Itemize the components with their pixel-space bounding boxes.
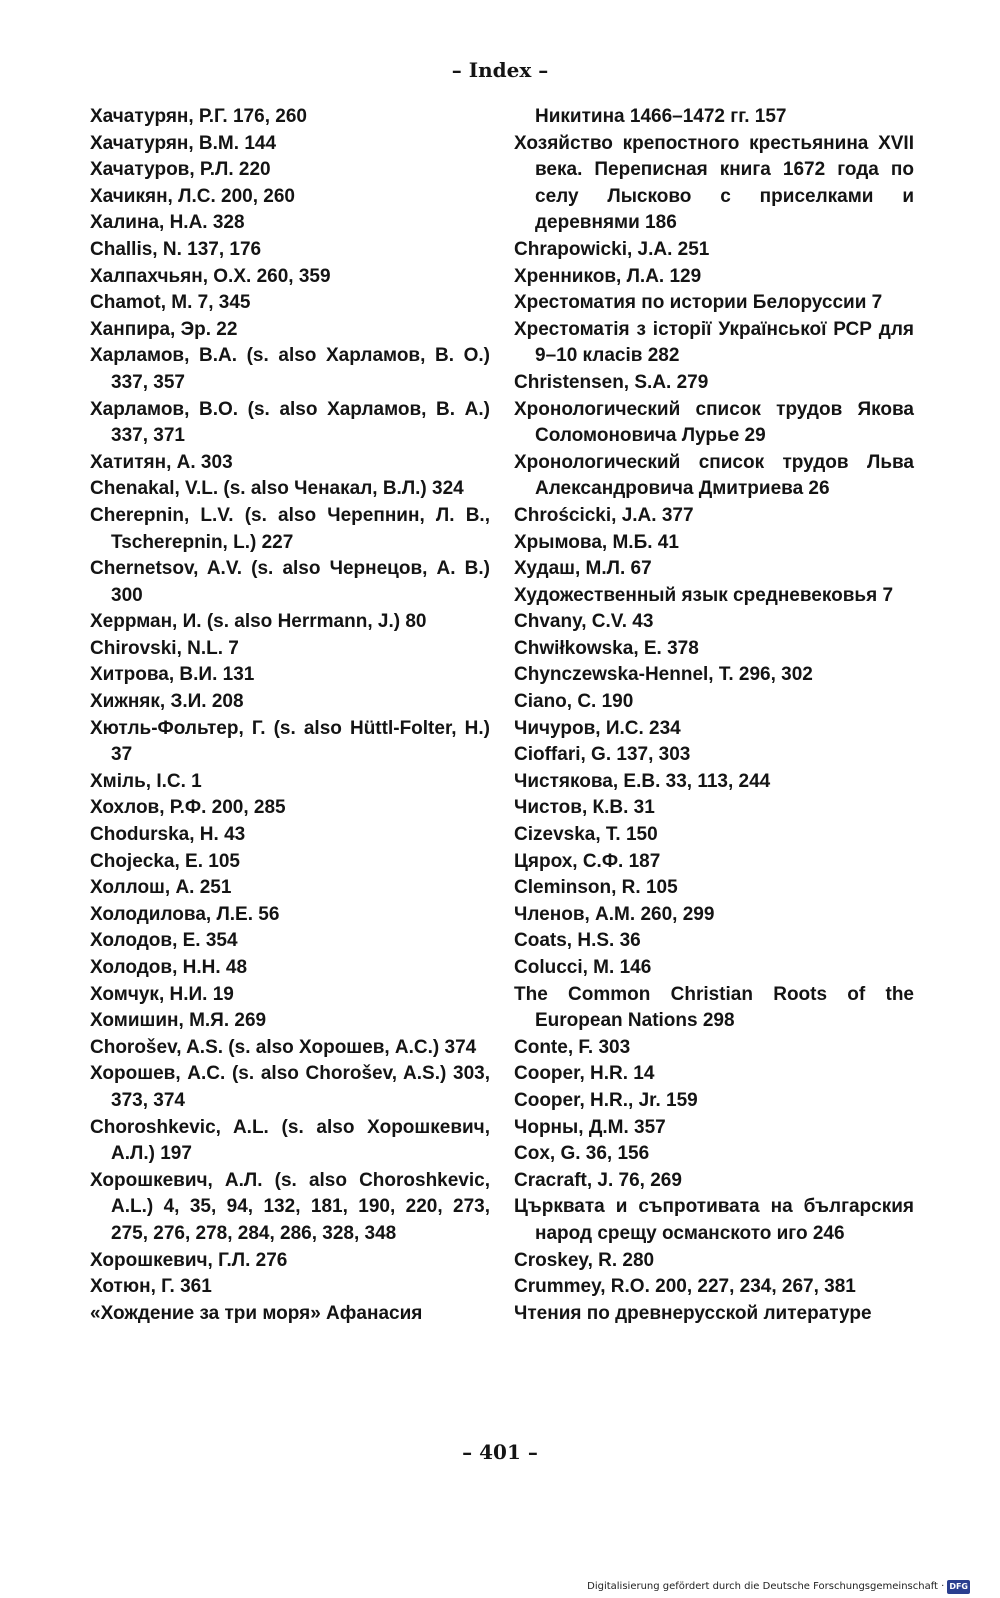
index-entry: Халпахчьян, О.Х. 260, 359 xyxy=(90,265,331,287)
index-entry: Conte, F. 303 xyxy=(514,1036,631,1058)
index-entry: Членов, А.М. 260, 299 xyxy=(514,903,715,925)
index-entry: Хачатуров, Р.Л. 220 xyxy=(90,159,271,181)
index-entry: Chodurska, H. 43 xyxy=(90,824,246,846)
index-entry: Croskey, R. 280 xyxy=(514,1249,655,1271)
index-entry: The Common Christian Roots of the European Nations 298 xyxy=(514,983,914,1032)
index-entry: Холодилова, Л.Е. 56 xyxy=(90,903,280,925)
index-entry: Хомчук, Н.И. 19 xyxy=(90,983,234,1005)
index-entry: Хміль, І.С. 1 xyxy=(90,770,202,792)
index-entry: Хютль-Фольтер, Г. (s. also Hüttl-Folter, H.) 37 xyxy=(90,717,490,766)
index-entry: Хачатурян, В.М. 144 xyxy=(90,132,277,154)
index-entry: Хренников, Л.А. 129 xyxy=(514,265,702,287)
index-entry: Хижняк, З.И. 208 xyxy=(90,691,244,713)
index-entry: Chamot, M. 7, 345 xyxy=(90,292,251,314)
index-entry: Хитрова, В.И. 131 xyxy=(90,664,255,686)
index-entry: «Хождение за три моря» Афанасия xyxy=(90,1302,423,1324)
index-entry-continuation: Никитина 1466–1472 гг. 157 xyxy=(535,106,787,127)
index-entry: Хрестоматія з історії Української РСР для 9–10 класів 282 xyxy=(514,318,914,367)
index-entry: Хрестоматия по истории Белоруссии 7 xyxy=(514,292,883,314)
credit-text: Digitalisierung gefördert durch die Deutsche Forschungsgemeinschaft · xyxy=(587,1581,945,1592)
index-column-left xyxy=(90,104,490,1327)
index-entry: Chojecka, E. 105 xyxy=(90,850,240,872)
index-entry: Choroshkevic, A.L. (s. also Хорошкевич, А.Л.) 197 xyxy=(90,1116,490,1165)
index-entry: Чистякова, Е.В. 33, 113, 244 xyxy=(514,770,771,792)
index-entry: Цярох, С.Ф. 187 xyxy=(514,850,661,872)
index-entry: Chernetsov, A.V. (s. also Чернецов, А. В.) 300 xyxy=(90,558,490,606)
index-entry: Холлош, А. 251 xyxy=(90,877,232,899)
index-entry: Хронологический список трудов Якова Соломоновича Лурье 29 xyxy=(514,398,914,447)
index-entry: Чичуров, И.С. 234 xyxy=(514,717,681,739)
index-entry: Cizevska, T. 150 xyxy=(514,824,658,846)
index-entry: Харламов, В.О. (s. also Харламов, В. А.) 337, 371 xyxy=(90,398,490,447)
index-entry: Colucci, M. 146 xyxy=(514,957,652,978)
index-entry: Хорошкевич, Г.Л. 276 xyxy=(90,1249,288,1271)
index-entry: Challis, N. 137, 176 xyxy=(90,238,262,260)
index-entry: Chrapowicki, J.A. 251 xyxy=(514,238,710,260)
digitization-credit xyxy=(587,1580,970,1594)
index-entry: Cracraft, J. 76, 269 xyxy=(514,1169,682,1191)
index-entry: Хорошкевич, А.Л. (s. also Choroshkevic, A.L.) 4, 35, 94, 132, 181, 190, 220, 273, 275, 276, 278, 284, 286, 328, 348 xyxy=(90,1169,490,1244)
index-entry: Cox, G. 36, 156 xyxy=(514,1143,650,1165)
index-entry: Chenakal, V.L. (s. also Ченакал, В.Л.) 324 xyxy=(90,478,464,500)
index-entry: Хорошев, А.С. (s. also Chorošev, A.S.) 303, 373, 374 xyxy=(90,1063,490,1111)
index-entry: Халина, Н.А. 328 xyxy=(90,212,245,234)
index-entry: Chorošev, A.S. (s. also Хорошев, А.С.) 374 xyxy=(90,1036,477,1058)
index-entry: Cleminson, R. 105 xyxy=(514,877,678,899)
index-entry: Хохлов, Р.Ф. 200, 285 xyxy=(90,797,286,819)
index-entry: Художественный язык средневековья 7 xyxy=(514,584,894,606)
index-entry: Ciano, C. 190 xyxy=(514,691,634,713)
index-entry: Cioffari, G. 137, 303 xyxy=(514,744,691,766)
index-entry: Хачатурян, Р.Г. 176, 260 xyxy=(90,106,307,127)
index-entry: Cooper, H.R. 14 xyxy=(514,1063,655,1085)
index-entry: Хозяйство крепостного крестьянина XVII века. Переписная книга 1672 года по селу Лысково с приселками и деревнями 186 xyxy=(514,132,914,234)
index-entry: Худаш, М.Л. 67 xyxy=(514,558,652,580)
index-column-right xyxy=(514,104,914,1327)
index-entry: Чистов, К.В. 31 xyxy=(514,797,655,819)
index-entry: Харламов, В.А. (s. also Харламов, В. О.) 337, 357 xyxy=(90,345,490,393)
index-entry: Хотюн, Г. 361 xyxy=(90,1276,212,1298)
index-entry: Хомишин, М.Я. 269 xyxy=(90,1010,267,1032)
index-entry: Cherepnin, L.V. (s. also Черепнин, Л. В., Tscherepnin, L.) 227 xyxy=(90,504,490,553)
index-entry: Chwiłkowska, E. 378 xyxy=(514,637,699,659)
index-entry: Холодов, Н.Н. 48 xyxy=(90,957,248,978)
index-entry: Хатитян, А. 303 xyxy=(90,451,233,473)
index-entry: Църквата и съпротивата на българския народ срещу османското иго 246 xyxy=(514,1196,914,1244)
dfg-logo: DFG xyxy=(947,1580,970,1594)
index-entry: Coats, H.S. 36 xyxy=(514,930,641,952)
index-entry: Chirovski, N.L. 7 xyxy=(90,637,239,659)
index-entry: Хронологический список трудов Льва Александровича Дмитриева 26 xyxy=(514,451,914,500)
index-entry: Херрман, И. (s. also Herrmann, J.) 80 xyxy=(90,611,427,633)
index-entry: Crummey, R.O. 200, 227, 234, 267, 381 xyxy=(514,1276,856,1298)
index-entry: Chvany, C.V. 43 xyxy=(514,611,654,633)
index-entry: Christensen, S.A. 279 xyxy=(514,371,709,393)
index-entry: Чтения по древнерусской литературе xyxy=(514,1302,872,1324)
index-entry: Хачикян, Л.С. 200, 260 xyxy=(90,185,295,207)
index-entry: Chynczewska-Hennel, T. 296, 302 xyxy=(514,664,813,686)
page-number: – 401 – xyxy=(462,1440,538,1464)
index-entry: Холодов, Е. 354 xyxy=(90,930,238,952)
index-entry: Ханпира, Эр. 22 xyxy=(90,318,238,340)
index-entry: Чорны, Д.М. 357 xyxy=(514,1116,666,1138)
index-entry: Хрымова, М.Б. 41 xyxy=(514,531,679,553)
index-entry: Chrościcki, J.A. 377 xyxy=(514,504,694,526)
running-header: – Index – xyxy=(451,58,549,82)
index-entry: Cooper, H.R., Jr. 159 xyxy=(514,1089,698,1111)
